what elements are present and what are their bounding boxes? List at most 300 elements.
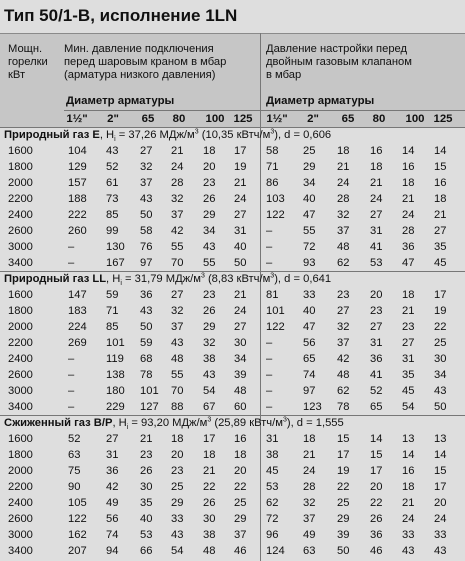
- table-cell: 59: [140, 337, 153, 349]
- table-cell: 39: [234, 369, 247, 381]
- table-row: [0, 255, 465, 271]
- table-cell: 104: [68, 145, 87, 157]
- table-cell: 27: [234, 209, 247, 221]
- table-cell: 18: [402, 177, 415, 189]
- table-cell: 35: [402, 369, 415, 381]
- header-min-line: (арматура низкого давления): [64, 69, 216, 81]
- table-cell: 21: [402, 193, 415, 205]
- table-cell: 50: [434, 401, 447, 413]
- table-cell: 46: [370, 545, 383, 557]
- table-cell: 53: [266, 481, 279, 493]
- table-cell: 54: [203, 385, 216, 397]
- table-cell: –: [68, 241, 75, 253]
- table-cell: 60: [234, 401, 247, 413]
- size-label: 80: [372, 113, 386, 125]
- table-cell: 30: [234, 337, 247, 349]
- section-density: ), d = 0,641: [274, 273, 332, 285]
- table-row: [0, 511, 465, 527]
- table-title: Тип 50/1-B, исполнение 1LN: [4, 6, 238, 25]
- header-min-line: перед шаровым краном в мбар: [64, 56, 227, 68]
- table-cell: 207: [68, 545, 87, 557]
- section-alt-value: (25,89 кВтч/м: [211, 417, 283, 429]
- size-label: 1½": [266, 113, 288, 125]
- table-cell: 123: [303, 401, 322, 413]
- table-cell: 53: [140, 529, 153, 541]
- table-cell: 45: [266, 465, 279, 477]
- table-cell: 43: [203, 369, 216, 381]
- table-cell: 85: [106, 209, 119, 221]
- table-cell: 36: [370, 529, 383, 541]
- table-cell: 17: [203, 433, 216, 445]
- table-cell: 37: [337, 225, 350, 237]
- section-name: Природный газ E: [4, 129, 100, 141]
- table-row: [0, 191, 465, 207]
- size-label: 125: [233, 113, 253, 125]
- table-cell: 43: [203, 241, 216, 253]
- table-cell: 29: [203, 321, 216, 333]
- table-cell: 38: [203, 353, 216, 365]
- table-cell: 25: [434, 337, 447, 349]
- table-cell: 58: [140, 225, 153, 237]
- section-name: Природный газ LL: [4, 273, 107, 285]
- table-cell: 18: [303, 433, 316, 445]
- table-cell: 97: [303, 385, 316, 397]
- table-cell: 101: [266, 305, 285, 317]
- table-cell: 26: [370, 513, 383, 525]
- table-cell: 62: [337, 257, 350, 269]
- table-cell: 43: [106, 145, 119, 157]
- table-cell: 32: [171, 193, 184, 205]
- table-cell: 94: [106, 545, 119, 557]
- table-cell: 27: [337, 305, 350, 317]
- table-cell: 17: [434, 289, 447, 301]
- table-cell: 56: [106, 513, 119, 525]
- table-header: [0, 33, 465, 127]
- table-row: [0, 527, 465, 543]
- table-cell: –: [266, 353, 273, 365]
- table-cell: 93: [303, 257, 316, 269]
- table-cell: 13: [402, 433, 415, 445]
- table-cell: 34: [434, 369, 447, 381]
- row-capacity-cell: 2400: [8, 209, 33, 221]
- table-cell: 28: [171, 177, 184, 189]
- header-set-line: в мбар: [266, 69, 302, 81]
- table-cell: 24: [434, 513, 447, 525]
- table-cell: 27: [234, 321, 247, 333]
- row-capacity-cell: 2200: [8, 337, 33, 349]
- size-label: 1½": [66, 113, 88, 125]
- table-cell: 37: [303, 513, 316, 525]
- table-cell: 14: [402, 145, 415, 157]
- header-burner-capacity: [8, 43, 63, 82]
- table-cell: 43: [140, 193, 153, 205]
- table-cell: 23: [337, 289, 350, 301]
- table-cell: 183: [68, 305, 87, 317]
- table-cell: 38: [266, 449, 279, 461]
- table-cell: 36: [106, 465, 119, 477]
- section-density: ), d = 1,555: [286, 417, 344, 429]
- table-cell: 50: [337, 545, 350, 557]
- row-capacity-cell: 2600: [8, 369, 33, 381]
- table-cell: 21: [203, 465, 216, 477]
- table-row: [0, 303, 465, 319]
- table-cell: 25: [234, 497, 247, 509]
- table-cell: 42: [337, 353, 350, 365]
- table-cell: 63: [303, 545, 316, 557]
- row-capacity-cell: 1800: [8, 305, 33, 317]
- table-cell: 63: [68, 449, 81, 461]
- table-cell: 18: [203, 145, 216, 157]
- table-cell: 27: [402, 337, 415, 349]
- table-cell: 31: [234, 225, 247, 237]
- table-cell: 27: [106, 433, 119, 445]
- header-set-pressure: [266, 43, 456, 82]
- table-cell: 39: [337, 529, 350, 541]
- table-cell: 124: [266, 545, 285, 557]
- size-label: 80: [172, 113, 186, 125]
- row-capacity-cell: 3400: [8, 545, 33, 557]
- table-cell: 24: [337, 177, 350, 189]
- row-capacity-cell: 2200: [8, 193, 33, 205]
- table-cell: 26: [203, 193, 216, 205]
- table-cell: 14: [370, 433, 383, 445]
- table-cell: 180: [106, 385, 125, 397]
- table-cell: 43: [434, 385, 447, 397]
- table-cell: 15: [370, 449, 383, 461]
- table-cell: 24: [402, 209, 415, 221]
- table-cell: 76: [140, 241, 153, 253]
- table-cell: 103: [266, 193, 285, 205]
- table-cell: 71: [266, 161, 279, 173]
- table-cell: 55: [303, 225, 316, 237]
- table-cell: 37: [171, 321, 184, 333]
- row-capacity-cell: 3000: [8, 385, 33, 397]
- table-cell: 28: [337, 193, 350, 205]
- table-cell: 16: [402, 465, 415, 477]
- table-cell: 75: [68, 465, 81, 477]
- header-diameter-left: Диаметр арматуры: [66, 95, 175, 107]
- table-cell: 99: [106, 225, 119, 237]
- table-cell: –: [266, 337, 273, 349]
- table-cell: 21: [402, 497, 415, 509]
- table-cell: 24: [402, 513, 415, 525]
- table-cell: 16: [370, 145, 383, 157]
- table-cell: 43: [402, 545, 415, 557]
- section-hi-value: = 31,79 МДж/м: [121, 273, 201, 285]
- table-cell: 27: [434, 225, 447, 237]
- table-cell: 54: [402, 401, 415, 413]
- table-cell: 96: [266, 529, 279, 541]
- header-divider: [64, 110, 465, 111]
- table-cell: 50: [140, 321, 153, 333]
- table-cell: 45: [402, 385, 415, 397]
- table-cell: 28: [303, 481, 316, 493]
- header-cap-line: кВт: [8, 69, 26, 81]
- table-cell: 260: [68, 225, 87, 237]
- table-cell: 34: [234, 353, 247, 365]
- table-cell: 13: [434, 433, 447, 445]
- table-cell: 119: [106, 353, 124, 365]
- table-cell: –: [266, 401, 273, 413]
- table-cell: 22: [370, 497, 383, 509]
- row-capacity-cell: 1800: [8, 449, 33, 461]
- table-cell: 138: [106, 369, 125, 381]
- section-title: Сжиженный газ B/P, $H_i = 93,20$ МДж/$м^3$ (25,89 кВтч/$м^3$), d = 1,555: [0, 415, 465, 431]
- table-cell: 50: [140, 209, 153, 221]
- table-cell: 40: [303, 193, 316, 205]
- table-cell: 52: [370, 385, 383, 397]
- header-set-line: двойным газовым клапаном: [266, 56, 412, 68]
- row-capacity-cell: 3000: [8, 241, 33, 253]
- table-cell: 21: [171, 145, 184, 157]
- row-capacity-cell: 2000: [8, 465, 33, 477]
- table-cell: 71: [106, 305, 119, 317]
- table-cell: 36: [140, 289, 153, 301]
- table-cell: 48: [337, 241, 350, 253]
- table-cell: 30: [434, 353, 447, 365]
- table-cell: 58: [266, 145, 279, 157]
- table-row: [0, 239, 465, 255]
- table-cell: 52: [68, 433, 81, 445]
- table-cell: 147: [68, 289, 87, 301]
- table-row: [0, 479, 465, 495]
- table-row: [0, 383, 465, 399]
- table-cell: 36: [370, 353, 383, 365]
- table-cell: 18: [402, 481, 415, 493]
- table-cell: 48: [337, 369, 350, 381]
- table-cell: –: [266, 241, 273, 253]
- table-cell: 47: [303, 321, 316, 333]
- table-row: [0, 431, 465, 447]
- table-cell: 47: [402, 257, 415, 269]
- table-cell: 41: [370, 369, 383, 381]
- header-sizes: [0, 113, 465, 127]
- size-label: 2": [307, 113, 319, 125]
- table-cell: 68: [140, 353, 153, 365]
- header-set-line: Давление настройки перед: [266, 43, 408, 55]
- table-cell: –: [68, 369, 75, 381]
- table-cell: –: [68, 257, 75, 269]
- table-row: [0, 447, 465, 463]
- table-cell: 70: [171, 257, 184, 269]
- section-density: ), d = 0,606: [274, 129, 332, 141]
- row-capacity-cell: 3400: [8, 401, 33, 413]
- table-cell: 48: [234, 385, 247, 397]
- section-hi-value: = 37,26 МДж/м: [115, 129, 195, 141]
- table-cell: 23: [171, 465, 184, 477]
- table-cell: 122: [68, 513, 87, 525]
- table-cell: 23: [402, 321, 415, 333]
- table-cell: 224: [68, 321, 87, 333]
- table-cell: 33: [171, 513, 184, 525]
- row-capacity-cell: 2400: [8, 497, 33, 509]
- table-cell: 26: [203, 497, 216, 509]
- table-row: [0, 159, 465, 175]
- table-cell: 18: [434, 193, 447, 205]
- table-cell: 25: [303, 145, 316, 157]
- table-cell: 27: [370, 321, 383, 333]
- table-cell: 61: [106, 177, 119, 189]
- table-cell: 25: [171, 481, 184, 493]
- table-cell: 16: [434, 177, 447, 189]
- table-cell: 130: [106, 241, 125, 253]
- table-cell: 70: [171, 385, 184, 397]
- table-cell: 229: [106, 401, 125, 413]
- table-cell: 74: [106, 529, 119, 541]
- table-cell: 18: [234, 449, 247, 461]
- table-cell: 22: [203, 481, 216, 493]
- table-cell: 24: [234, 193, 247, 205]
- table-cell: 21: [337, 161, 350, 173]
- table-cell: 49: [106, 497, 119, 509]
- table-row: [0, 335, 465, 351]
- table-cell: –: [266, 385, 273, 397]
- table-cell: 27: [370, 209, 383, 221]
- table-row: [0, 223, 465, 239]
- table-cell: 269: [68, 337, 87, 349]
- table-row: [0, 143, 465, 159]
- table-cell: 20: [171, 449, 184, 461]
- table-row: [0, 543, 465, 559]
- table-cell: 55: [171, 241, 184, 253]
- table-cell: 40: [234, 241, 247, 253]
- table-row: [0, 367, 465, 383]
- table-cell: 27: [171, 289, 184, 301]
- table-cell: 54: [171, 545, 184, 557]
- table-row: [0, 175, 465, 191]
- table-row: [0, 287, 465, 303]
- table-cell: 23: [203, 289, 216, 301]
- row-capacity-cell: 1800: [8, 161, 33, 173]
- table-cell: 74: [303, 369, 316, 381]
- table-cell: 19: [337, 465, 350, 477]
- table-cell: 17: [337, 449, 350, 461]
- table-cell: 16: [402, 161, 415, 173]
- table-cell: 62: [337, 385, 350, 397]
- table-cell: 41: [370, 241, 383, 253]
- table-cell: 23: [140, 449, 153, 461]
- row-capacity-cell: 2600: [8, 513, 33, 525]
- row-capacity-cell: 2400: [8, 353, 33, 365]
- table-cell: 46: [234, 545, 247, 557]
- table-cell: 101: [140, 385, 159, 397]
- table-cell: 26: [203, 305, 216, 317]
- table-cell: 27: [140, 145, 153, 157]
- table-cell: 28: [402, 225, 415, 237]
- size-label: 100: [205, 113, 225, 125]
- table-cell: 56: [303, 337, 316, 349]
- table-cell: –: [266, 257, 273, 269]
- size-label: 100: [405, 113, 425, 125]
- table-cell: 32: [337, 209, 350, 221]
- table-cell: 30: [203, 513, 216, 525]
- table-cell: 20: [234, 465, 247, 477]
- table-cell: 32: [303, 497, 316, 509]
- table-cell: 43: [171, 337, 184, 349]
- size-label: 2": [107, 113, 119, 125]
- header-cap-line: горелки: [8, 56, 48, 68]
- table-cell: 22: [434, 321, 447, 333]
- table-cell: 24: [370, 193, 383, 205]
- table-cell: 59: [106, 289, 119, 301]
- table-cell: 55: [171, 369, 184, 381]
- table-cell: 55: [203, 257, 216, 269]
- table-cell: 50: [234, 257, 247, 269]
- table-cell: 31: [370, 337, 383, 349]
- table-cell: 29: [337, 513, 350, 525]
- section-name: Сжиженный газ B/P: [4, 417, 113, 429]
- row-capacity-cell: 2000: [8, 321, 33, 333]
- table-cell: 85: [106, 321, 119, 333]
- table-cell: 16: [234, 433, 247, 445]
- table-cell: –: [68, 401, 75, 413]
- table-cell: 37: [140, 177, 153, 189]
- table-cell: 19: [434, 305, 447, 317]
- table-cell: 49: [303, 529, 316, 541]
- table-cell: 35: [140, 497, 153, 509]
- table-cell: 17: [370, 465, 383, 477]
- table-cell: 31: [266, 433, 279, 445]
- table-cell: 37: [234, 529, 247, 541]
- table-cell: 15: [337, 433, 350, 445]
- table-cell: 127: [140, 401, 159, 413]
- table-cell: 167: [106, 257, 125, 269]
- table-cell: 21: [234, 289, 247, 301]
- header-cap-line: Мощн.: [8, 43, 43, 55]
- table-cell: 48: [203, 545, 216, 557]
- table-cell: 42: [106, 481, 119, 493]
- table-cell: 18: [370, 161, 383, 173]
- table-cell: 81: [266, 289, 279, 301]
- table-cell: 35: [434, 241, 447, 253]
- table-cell: 14: [434, 145, 447, 157]
- section-alt-value: (10,35 кВтч/м: [198, 129, 271, 141]
- table-cell: 65: [303, 353, 316, 365]
- table-cell: 21: [402, 305, 415, 317]
- table-cell: 86: [266, 177, 279, 189]
- table-cell: 43: [434, 545, 447, 557]
- table-cell: 52: [106, 161, 119, 173]
- row-capacity-cell: 1600: [8, 289, 33, 301]
- table-cell: 18: [402, 289, 415, 301]
- table-cell: 21: [434, 209, 447, 221]
- table-row: [0, 495, 465, 511]
- table-cell: 38: [203, 529, 216, 541]
- table-cell: 101: [106, 337, 125, 349]
- table-cell: 17: [434, 481, 447, 493]
- table-cell: 24: [303, 465, 316, 477]
- table-cell: –: [266, 369, 273, 381]
- table-cell: 73: [106, 193, 119, 205]
- table-cell: 34: [203, 225, 216, 237]
- table-row: [0, 399, 465, 415]
- table-cell: 97: [140, 257, 153, 269]
- table-cell: 34: [303, 177, 316, 189]
- table-cell: 23: [370, 305, 383, 317]
- table-cell: –: [266, 225, 273, 237]
- size-label: 65: [341, 113, 355, 125]
- table-cell: 67: [203, 401, 216, 413]
- row-capacity-cell: 1600: [8, 145, 33, 157]
- table-cell: 105: [68, 497, 87, 509]
- table-row: [0, 319, 465, 335]
- table-cell: 88: [171, 401, 184, 413]
- table-cell: 78: [140, 369, 153, 381]
- table-cell: 53: [370, 257, 383, 269]
- table-cell: 188: [68, 193, 87, 205]
- table-cell: 25: [337, 497, 350, 509]
- table-cell: 15: [434, 161, 447, 173]
